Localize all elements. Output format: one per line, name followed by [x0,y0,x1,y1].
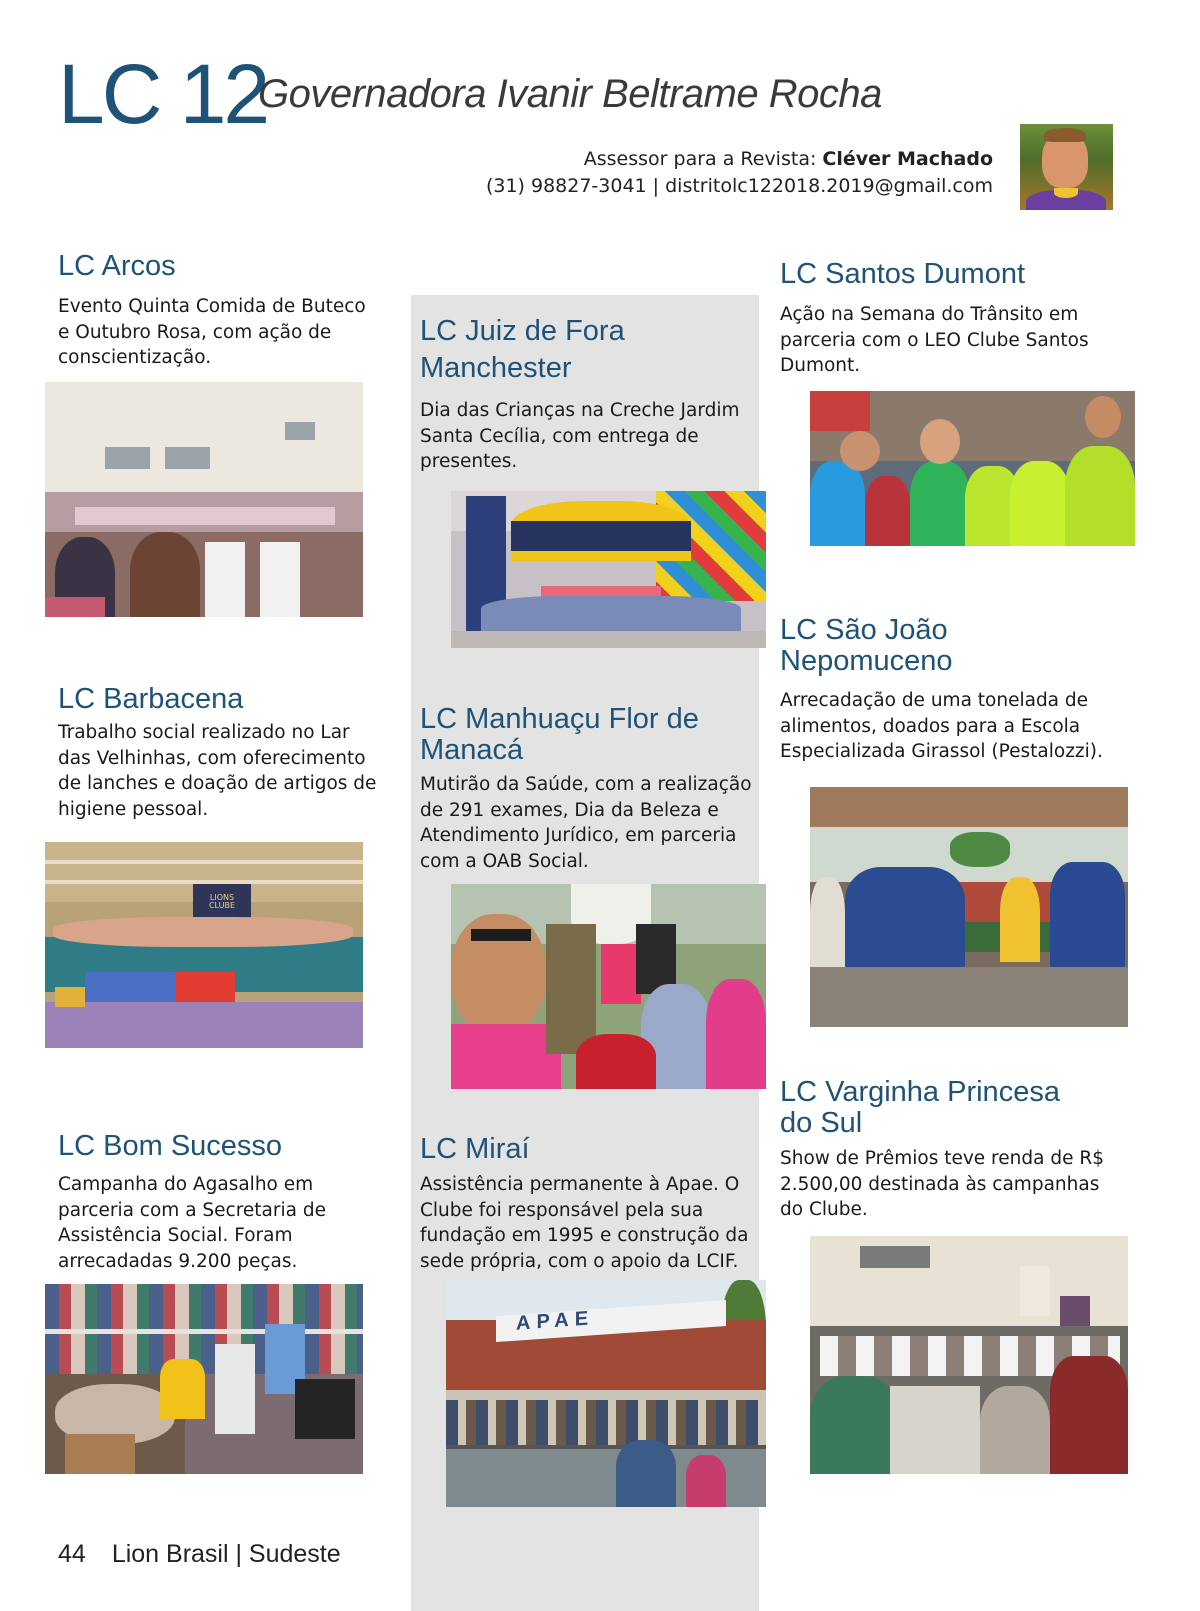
photo-bom-sucesso [45,1284,363,1474]
club-title-mirai: LC Miraí [420,1133,530,1165]
club-text-barbacena: Trabalho social realizado no Lar das Velhinhas, com oferecimento de lanches e doação de artigos de higiene pessoal. [58,722,377,820]
page-footer [58,1540,341,1569]
advisor-line [486,146,993,173]
club-title-manhuacu: LC Manhuaçu Flor de Manacá [420,703,699,766]
club-text-bom-sucesso: Campanha do Agasalho em parceria com a Secretaria de Assistência Social. Foram arrecadadas 9.200 peças. [58,1174,326,1272]
club-text-mirai: Assistência permanente à Apae. O Clube foi responsável pela sua fundação em 1995 e construção da sede própria, com o apoio da LCIF. [420,1174,749,1272]
photo-santos-dumont [810,391,1135,546]
mirai-sign-text: APAE [516,1307,595,1335]
advisor-label: Assessor para a Revista: [583,148,817,170]
publication-name: Lion Brasil | Sudeste [111,1540,341,1568]
club-title-sao-joao: LC São João Nepomuceno [780,614,953,677]
club-title-bom-sucesso: LC Bom Sucesso [58,1130,283,1162]
club-title-barbacena: LC Barbacena [58,683,244,715]
photo-manhuacu [451,884,766,1089]
photo-varginha [810,1236,1128,1474]
club-title-arcos: LC Arcos [58,250,176,282]
photo-sao-joao [810,787,1128,1027]
photo-juiz-de-fora [451,491,766,648]
avatar-collar [1054,188,1078,198]
avatar-hair [1044,128,1086,142]
advisor-name: Cléver Machado [822,148,993,170]
photo-arcos [45,382,363,617]
club-title-santos-dumont: LC Santos Dumont [780,258,1026,290]
advisor-contact: (31) 98827-3041 | distritolc122018.2019@gmail.com [485,175,993,197]
photo-barbacena [45,842,363,1048]
club-title-varginha: LC Varginha Princesa do Sul [780,1076,1060,1139]
club-text-arcos: Evento Quinta Comida de Buteco e Outubro Rosa, com ação de conscientização. [58,296,366,368]
district-code: LC 12 [58,47,268,141]
club-text-juiz-de-fora: Dia das Crianças na Creche Jardim Santa Cecília, com entrega de presentes. [420,400,740,472]
governor-name: Governadora Ivanir Beltrame Rocha [258,72,882,116]
club-text-santos-dumont: Ação na Semana do Trânsito em parceria com o LEO Clube Santos Dumont. [780,304,1089,376]
club-text-varginha: Show de Prêmios teve renda de R$ 2.500,00 destinada às campanhas do Clube. [780,1148,1104,1220]
club-text-manhuacu: Mutirão da Saúde, com a realização de 291 exames, Dia da Beleza e Atendimento Jurídico, em parceria com a OAB Social. [420,774,752,872]
barbacena-banner-text: LIONS CLUBE [208,893,236,910]
club-title-juiz-de-fora: LC Juiz de Fora Manchester [420,315,625,384]
page-number: 44 [58,1540,86,1568]
photo-mirai [446,1280,766,1507]
advisor-photo [1020,124,1113,210]
advisor-block [486,146,993,200]
club-text-sao-joao: Arrecadação de uma tonelada de alimentos, doados para a Escola Especializada Girassol (Pestalozzi). [780,690,1103,762]
